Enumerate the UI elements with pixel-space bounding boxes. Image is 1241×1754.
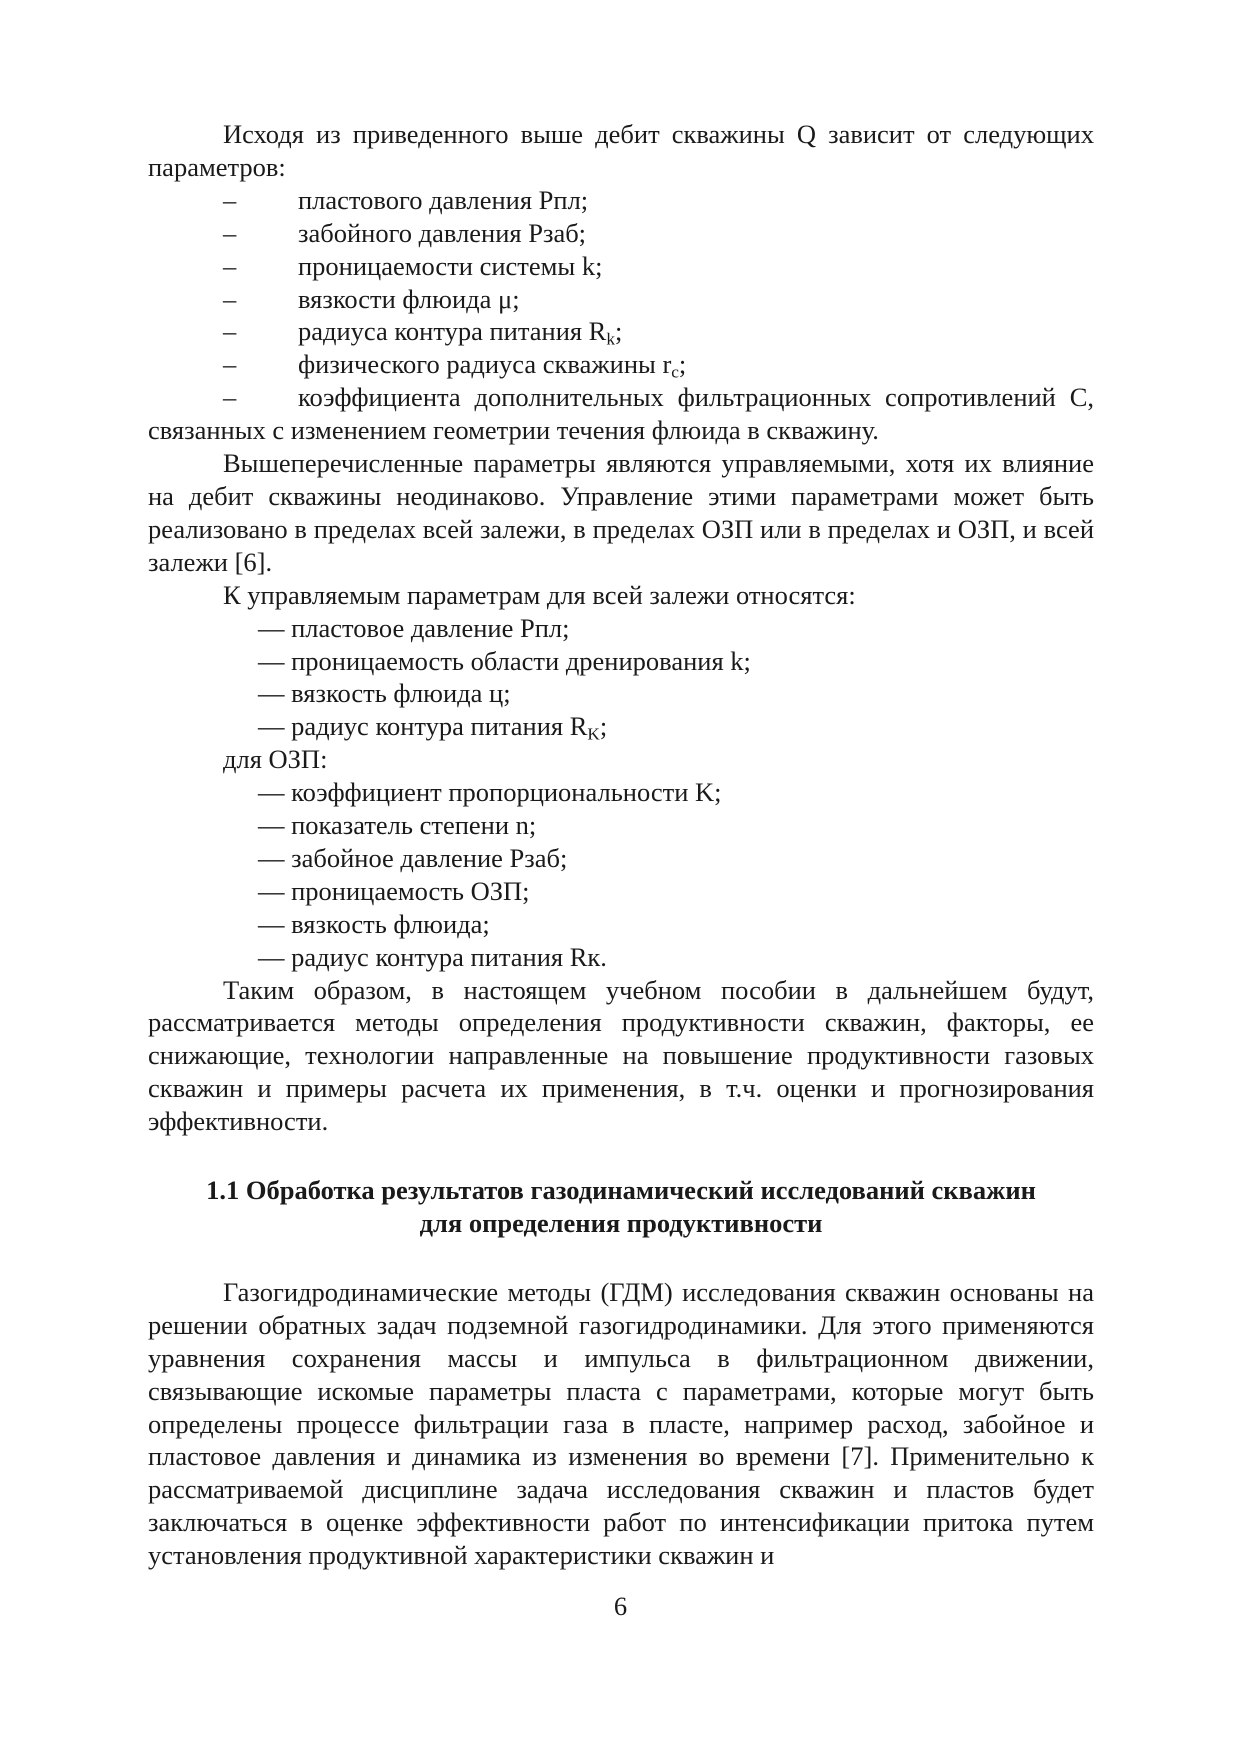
list-item [148,315,1094,348]
list-item-text: проницаемости системы k; [298,250,603,281]
list-item: — вязкость флюида ц; [258,678,511,709]
list-item-main: физического радиуса скважины r [298,349,672,380]
section-heading-line2: для определения продуктивности [419,1208,823,1238]
list-item [148,184,1094,217]
section-heading-line1: 1.1 Обработка результатов газодинамический исследований скважин [206,1175,1036,1206]
list-item-text: забойного давления Рзаб; [298,217,587,248]
parameters-list [148,184,1094,447]
deposit-parameters-list [148,612,1094,744]
dash-marker: – [223,382,237,413]
gdm-paragraph: Газогидродинамические методы (ГДМ) исследования скважин основаны на решении обратных задач подземной газогидродинамики. Для этого применяются уравнения сохранения массы и импульса в фильтрационном движении, связывающие искомые параметры пласта с параметрами, которые могут быть определены процессе фильтрации газа в пласте, например расход, забойное и пластовое давления и динамика из изменения во времени [7]. Применительно к рассматриваемой дисциплине задача исследования скважин и пластов будет заключаться в оценке эффективности работ по интенсификации притока путем установления продуктивной характеристики скважин и [148,1276,1094,1571]
list-item [148,710,1094,743]
list-item-main: — радиус контура питания R [258,711,588,742]
list-item-text: вязкости флюида μ; [298,283,520,314]
list-item [148,283,1094,316]
page-number: 6 [613,1591,628,1621]
dash-marker: – [223,283,237,314]
subscript: K [587,724,600,744]
subscript: c [671,362,679,382]
list-item: — проницаемость области дренирования k; [258,645,751,676]
list-item: — забойное давление Рзаб; [258,842,568,873]
dash-marker: – [223,349,237,380]
list-item-tail: ; [678,349,687,380]
ozp-parameters-list [148,776,1094,973]
list-item: — радиус контура питания Rк. [258,941,607,972]
dash-marker: – [223,316,237,347]
list-item-tail: ; [614,316,623,347]
summary-paragraph: Таким образом, в настоящем учебном пособии в дальнейшем будут, рассматривается методы определения продуктивности скважин, факторы, ее снижающие, технологии направленные на повышение продуктивности газовых скважин и примеры расчета их применения, в т.ч. оценки и прогнозирования эффективности. [148,974,1094,1137]
list-item-text: пластового давления Рпл; [298,184,589,215]
dash-marker: – [223,217,237,248]
ozp-label: для ОЗП: [223,744,328,775]
list-item [148,348,1094,381]
page-content [148,118,1094,1572]
list-item-text [298,315,1094,348]
list-item-main: радиуса контура питания R [298,316,607,347]
list-item [148,381,1094,447]
list-item: — проницаемость ОЗП; [258,875,530,906]
dash-marker: – [223,184,237,215]
list-item: — пластовое давление Рпл; [258,612,570,643]
intro-paragraph: Исходя из приведенного выше дебит скважины Q зависит от следующих параметров: [148,119,1094,182]
list-item: — коэффициент пропорциональности K; [258,777,722,808]
list-item [148,217,1094,250]
section-heading [148,1174,1094,1240]
list-item: — показатель степени n; [258,810,537,841]
deposit-parameters-heading: К управляемым параметрам для всей залежи относятся: [223,579,856,610]
list-item-text: коэффициента дополнительных фильтрационных сопротивлений С, связанных с изменением геометрии течения флюида в скважину. [148,382,1094,446]
managed-parameters-paragraph: Вышеперечисленные параметры являются управляемыми, хотя их влияние на дебит скважины неодинаково. Управление этими параметрами может быть реализовано в пределах всей залежи, в пределах ОЗП или в пределах и ОЗП, и всей залежи [6]. [148,448,1094,577]
list-item: — вязкость флюида; [258,908,490,939]
list-item [148,250,1094,283]
list-item-text [298,348,1094,381]
dash-marker: – [223,250,237,281]
list-item-tail: ; [599,711,608,742]
subscript: k [606,329,615,349]
